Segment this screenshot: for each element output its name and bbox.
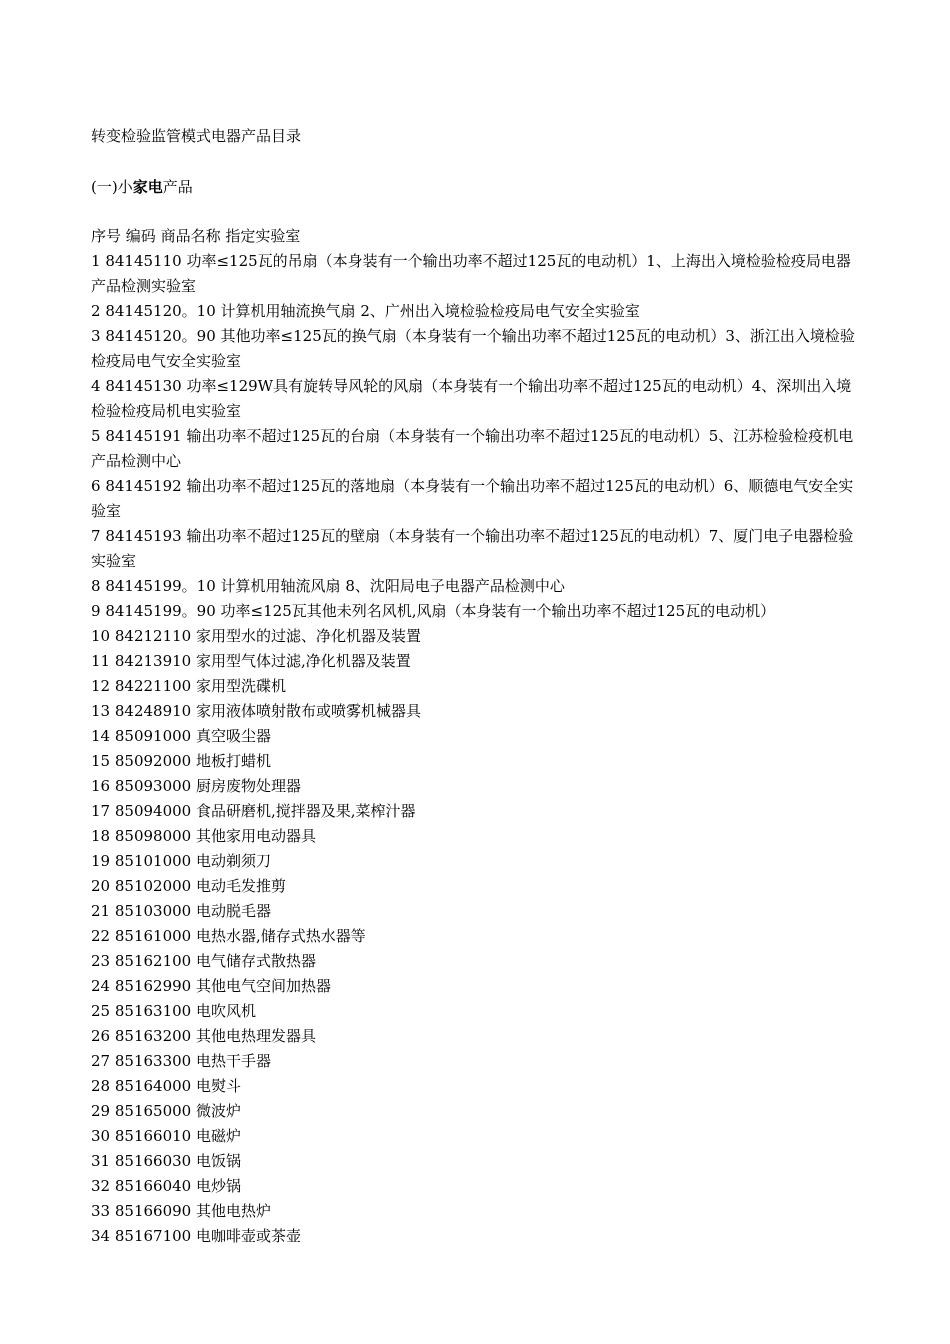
list-item	[91, 824, 863, 849]
list-item-text: 电动毛发推剪	[196, 877, 287, 895]
list-item-code: 85161000	[114, 927, 192, 945]
document-title: 转变检验监管模式电器产品目录	[91, 127, 302, 145]
list-item-no: 29	[91, 1102, 111, 1120]
header-lab: 指定实验室	[225, 227, 301, 245]
list-item	[91, 1174, 863, 1199]
list-item-text: 功率≤125瓦的吊扇（本身装有一个输出功率不超过125瓦的电动机）1、上海出入境检验检疫局电器产品检测实验室	[91, 252, 851, 295]
list-item-no: 12	[91, 677, 111, 695]
list-item-code: 84145120。90	[105, 327, 216, 345]
list-item-no: 13	[91, 702, 111, 720]
list-item-text: 电饭锅	[196, 1152, 242, 1170]
list-item-code: 85166090	[114, 1202, 192, 1220]
list-item-no: 21	[91, 902, 111, 920]
list-item-no: 32	[91, 1177, 111, 1195]
list-item-code: 84212110	[114, 627, 192, 645]
list-item	[91, 924, 863, 949]
list-item	[91, 299, 863, 324]
list-item	[91, 474, 863, 524]
list-item	[91, 624, 863, 649]
list-item-no: 26	[91, 1027, 111, 1045]
list-item-no: 25	[91, 1002, 111, 1020]
list-item	[91, 724, 863, 749]
list-item-text: 电吹风机	[196, 1002, 257, 1020]
list-item-code: 85164000	[114, 1077, 192, 1095]
list-item-text: 家用型洗碟机	[196, 677, 287, 695]
list-item-code: 84145199。90	[105, 602, 216, 620]
section-heading-bold: 家电	[132, 178, 163, 196]
list-item	[91, 374, 863, 424]
list-item	[91, 899, 863, 924]
list-item	[91, 1099, 863, 1124]
list-item-no: 17	[91, 802, 111, 820]
list-item	[91, 324, 863, 374]
list-item-code: 84145192	[105, 477, 182, 495]
list-item-code: 84145199。10	[105, 577, 216, 595]
list-item-no: 14	[91, 727, 111, 745]
list-item-no: 30	[91, 1127, 111, 1145]
list-item-no: 31	[91, 1152, 111, 1170]
list-item-no: 11	[91, 652, 111, 670]
list-item-text: 电动脱毛器	[196, 902, 272, 920]
list-header	[91, 224, 863, 249]
list-item	[91, 874, 863, 899]
list-item-code: 85103000	[114, 902, 192, 920]
list-item-no: 16	[91, 777, 111, 795]
list-item-code: 85092000	[114, 752, 192, 770]
list-item-code: 85162100	[114, 952, 192, 970]
list-item-text: 电熨斗	[196, 1077, 242, 1095]
list-item-text: 厨房废物处理器	[196, 777, 302, 795]
section-heading-prefix: (一)小	[91, 178, 133, 196]
list-item-text: 电炒锅	[196, 1177, 242, 1195]
list-item-no: 2	[91, 302, 101, 320]
product-list	[91, 224, 863, 1249]
list-item	[91, 574, 863, 599]
list-item-text: 食品研磨机,搅拌器及果,菜榨汁器	[196, 802, 416, 820]
list-item-no: 5	[91, 427, 101, 445]
list-item-text: 电咖啡壶或茶壶	[196, 1227, 302, 1245]
list-item-text: 其他家用电动器具	[196, 827, 317, 845]
list-item-code: 85101000	[114, 852, 192, 870]
list-item-code: 85167100	[114, 1227, 192, 1245]
list-item	[91, 949, 863, 974]
section-heading-suffix: 产品	[162, 178, 193, 196]
list-item-code: 84145120。10	[105, 302, 216, 320]
list-item-text: 输出功率不超过125瓦的台扇（本身装有一个输出功率不超过125瓦的电动机）5、江苏检验检疫机电产品检测中心	[91, 427, 854, 470]
list-item	[91, 699, 863, 724]
list-item	[91, 599, 863, 624]
list-item	[91, 1024, 863, 1049]
list-item-no: 6	[91, 477, 101, 495]
list-item-code: 85163300	[114, 1052, 192, 1070]
list-item-no: 1	[91, 252, 101, 270]
list-item-code: 85166030	[114, 1152, 192, 1170]
list-item	[91, 1199, 863, 1224]
list-item-text: 地板打蜡机	[196, 752, 272, 770]
list-item-text: 功率≤129W具有旋转导风轮的风扇（本身装有一个输出功率不超过125瓦的电动机）4、深圳出入境检验检疫局机电实验室	[91, 377, 852, 420]
list-item-code: 84145110	[105, 252, 182, 270]
list-item-no: 27	[91, 1052, 111, 1070]
list-item-code: 84213910	[114, 652, 192, 670]
list-item-code: 85162990	[114, 977, 192, 995]
list-item-text: 电气储存式散热器	[196, 952, 317, 970]
list-item-text: 计算机用轴流风扇 8、沈阳局电子电器产品检测中心	[220, 577, 565, 595]
list-item-text: 其他电气空间加热器	[196, 977, 332, 995]
document-page	[91, 124, 863, 1249]
list-item-code: 85165000	[114, 1102, 192, 1120]
list-item	[91, 1224, 863, 1249]
list-item-code: 85098000	[114, 827, 192, 845]
list-item	[91, 1124, 863, 1149]
header-name: 商品名称	[160, 227, 221, 245]
list-item	[91, 649, 863, 674]
list-item-code: 84145193	[105, 527, 182, 545]
list-item	[91, 424, 863, 474]
list-item-text: 电动剃须刀	[196, 852, 272, 870]
list-item	[91, 849, 863, 874]
list-item-text: 电磁炉	[196, 1127, 242, 1145]
list-item	[91, 1074, 863, 1099]
list-item	[91, 249, 863, 299]
list-item	[91, 974, 863, 999]
list-item-no: 24	[91, 977, 111, 995]
list-item-code: 84145191	[105, 427, 182, 445]
section-heading	[91, 175, 863, 200]
list-item-code: 84221100	[114, 677, 192, 695]
list-item-text: 其他电热理发器具	[196, 1027, 317, 1045]
list-item-code: 85102000	[114, 877, 192, 895]
list-item-text: 家用液体喷射散布或喷雾机械器具	[196, 702, 422, 720]
list-item-code: 85093000	[114, 777, 192, 795]
list-item	[91, 1049, 863, 1074]
list-item	[91, 1149, 863, 1174]
list-item-code: 85094000	[114, 802, 192, 820]
list-item-code: 85166010	[114, 1127, 192, 1145]
list-item-code: 85163200	[114, 1027, 192, 1045]
list-item-code: 85163100	[114, 1002, 192, 1020]
list-item	[91, 749, 863, 774]
list-item-no: 19	[91, 852, 111, 870]
list-item-no: 34	[91, 1227, 111, 1245]
list-item-text: 功率≤125瓦其他未列名风机,风扇（本身装有一个输出功率不超过125瓦的电动机）	[220, 602, 776, 620]
list-item-text: 其他电热炉	[196, 1202, 272, 1220]
list-item-no: 7	[91, 527, 101, 545]
list-item-text: 其他功率≤125瓦的换气扇（本身装有一个输出功率不超过125瓦的电动机）3、浙江出入境检验检疫局电气安全实验室	[91, 327, 855, 370]
list-item	[91, 774, 863, 799]
list-item-no: 28	[91, 1077, 111, 1095]
header-no: 序号	[91, 227, 122, 245]
list-item	[91, 999, 863, 1024]
list-item-text: 电热水器,储存式热水器等	[196, 927, 366, 945]
list-item-code: 84145130	[105, 377, 182, 395]
list-item-text: 家用型水的过滤、净化机器及装置	[196, 627, 422, 645]
list-item-text: 真空吸尘器	[196, 727, 272, 745]
list-item	[91, 674, 863, 699]
list-item-no: 10	[91, 627, 111, 645]
list-item-text: 计算机用轴流换气扇 2、广州出入境检验检疫局电气安全实验室	[220, 302, 640, 320]
list-item-no: 23	[91, 952, 111, 970]
list-item	[91, 524, 863, 574]
list-item-text: 输出功率不超过125瓦的壁扇（本身装有一个输出功率不超过125瓦的电动机）7、厦门电子电器检验实验室	[91, 527, 854, 570]
list-item-no: 33	[91, 1202, 111, 1220]
list-rows	[91, 249, 863, 1249]
list-item-no: 3	[91, 327, 101, 345]
list-item-code: 85166040	[114, 1177, 192, 1195]
list-item-text: 电热干手器	[196, 1052, 272, 1070]
list-item-no: 22	[91, 927, 111, 945]
list-item-text: 家用型气体过滤,净化机器及装置	[196, 652, 411, 670]
list-item-no: 9	[91, 602, 101, 620]
header-code: 编码	[125, 227, 156, 245]
list-item-text: 微波炉	[196, 1102, 242, 1120]
list-item-no: 15	[91, 752, 111, 770]
list-item	[91, 799, 863, 824]
list-item-no: 18	[91, 827, 111, 845]
list-item-no: 20	[91, 877, 111, 895]
list-item-code: 85091000	[114, 727, 192, 745]
list-item-text: 输出功率不超过125瓦的落地扇（本身装有一个输出功率不超过125瓦的电动机）6、顺德电气安全实验室	[91, 477, 854, 520]
list-item-no: 8	[91, 577, 101, 595]
list-item-no: 4	[91, 377, 101, 395]
list-item-code: 84248910	[114, 702, 192, 720]
